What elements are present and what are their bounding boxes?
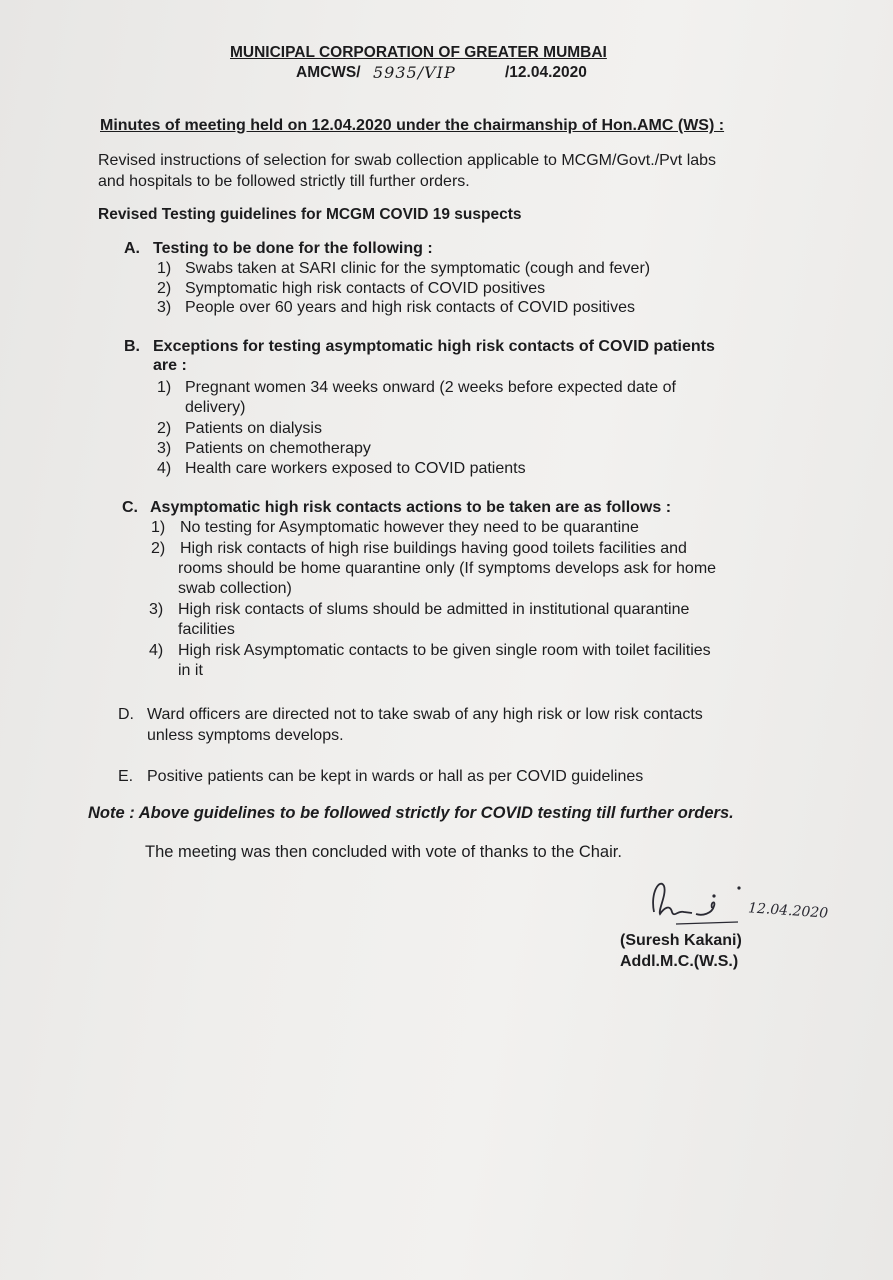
section-a-label: A.	[124, 240, 140, 257]
section-c-item-cont: rooms should be home quarantine only (If symptoms develops ask for home	[178, 560, 717, 577]
section-b-item: Pregnant women 34 weeks onward (2 weeks before expected date of	[185, 379, 676, 396]
section-b-label: B.	[124, 338, 140, 355]
section-c-heading: Asymptomatic high risk contacts actions to be taken are as follows :	[150, 499, 672, 516]
intro-line-2: and hospitals to be followed strictly till further orders.	[98, 173, 470, 190]
section-a-item-num: 2)	[157, 280, 172, 297]
section-a-item: Swabs taken at SARI clinic for the symptomatic (cough and fever)	[185, 260, 651, 277]
section-a-item-num: 1)	[157, 260, 172, 277]
section-b-item-cont: delivery)	[185, 399, 246, 416]
section-b-item: Patients on dialysis	[185, 420, 322, 437]
section-b-heading-cont: are :	[153, 357, 187, 374]
handwritten-signature	[640, 872, 750, 932]
handwritten-date: 12.04.2020	[747, 900, 829, 922]
section-d-text-cont: unless symptoms develops.	[147, 727, 344, 744]
signatory-name: (Suresh Kakani)	[620, 932, 742, 949]
section-c-item-cont: in it	[178, 662, 203, 679]
org-title: MUNICIPAL CORPORATION OF GREATER MUMBAI	[230, 44, 607, 61]
note-text: Note : Above guidelines to be followed strictly for COVID testing till further orders.	[88, 804, 734, 822]
section-c-item: High risk contacts of slums should be admitted in institutional quarantine	[178, 601, 690, 618]
reference-date: /12.04.2020	[505, 64, 587, 81]
section-c-item-num: 3)	[149, 601, 164, 618]
section-e-label: E.	[118, 768, 134, 785]
signatory-designation: Addl.M.C.(W.S.)	[620, 953, 739, 970]
section-b-item-num: 4)	[157, 460, 172, 477]
section-b-item-num: 3)	[157, 440, 172, 457]
section-c-item-num: 4)	[149, 642, 164, 659]
reference-prefix: AMCWS/	[296, 64, 361, 81]
section-c-item: High risk Asymptomatic contacts to be given single room with toilet facilities	[178, 642, 711, 659]
section-d-label: D.	[118, 706, 134, 723]
section-c-item-cont: swab collection)	[178, 580, 292, 597]
section-c-item-num: 1)	[151, 519, 166, 536]
closing-text: The meeting was then concluded with vote of thanks to the Chair.	[145, 843, 622, 861]
section-c-item: High risk contacts of high rise buildings having good toilets facilities and	[180, 540, 687, 557]
intro-line-1: Revised instructions of selection for swab collection applicable to MCGM/Govt./Pvt labs	[98, 152, 717, 169]
guidelines-title: Revised Testing guidelines for MCGM COVID 19 suspects	[98, 206, 522, 223]
reference-number-handwritten: 5935/VIP	[373, 63, 456, 82]
section-b-item-num: 2)	[157, 420, 172, 437]
section-a-item: Symptomatic high risk contacts of COVID positives	[185, 280, 546, 297]
section-a-item: People over 60 years and high risk contacts of COVID positives	[185, 299, 635, 316]
minutes-title: Minutes of meeting held on 12.04.2020 under the chairmanship of Hon.AMC (WS) :	[100, 117, 725, 134]
section-c-item-num: 2)	[151, 540, 166, 557]
section-d-text: Ward officers are directed not to take swab of any high risk or low risk contacts	[147, 706, 703, 723]
section-e-text: Positive patients can be kept in wards or hall as per COVID guidelines	[147, 768, 644, 785]
section-b-item: Health care workers exposed to COVID patients	[185, 460, 526, 477]
section-c-item-cont: facilities	[178, 621, 235, 638]
section-b-item-num: 1)	[157, 379, 172, 396]
section-a-heading: Testing to be done for the following :	[153, 240, 433, 257]
section-b-heading: Exceptions for testing asymptomatic high risk contacts of COVID patients	[153, 338, 715, 355]
section-a-item-num: 3)	[157, 299, 172, 316]
section-b-item: Patients on chemotherapy	[185, 440, 371, 457]
section-c-label: C.	[122, 499, 138, 516]
section-c-item: No testing for Asymptomatic however they need to be quarantine	[180, 519, 639, 536]
